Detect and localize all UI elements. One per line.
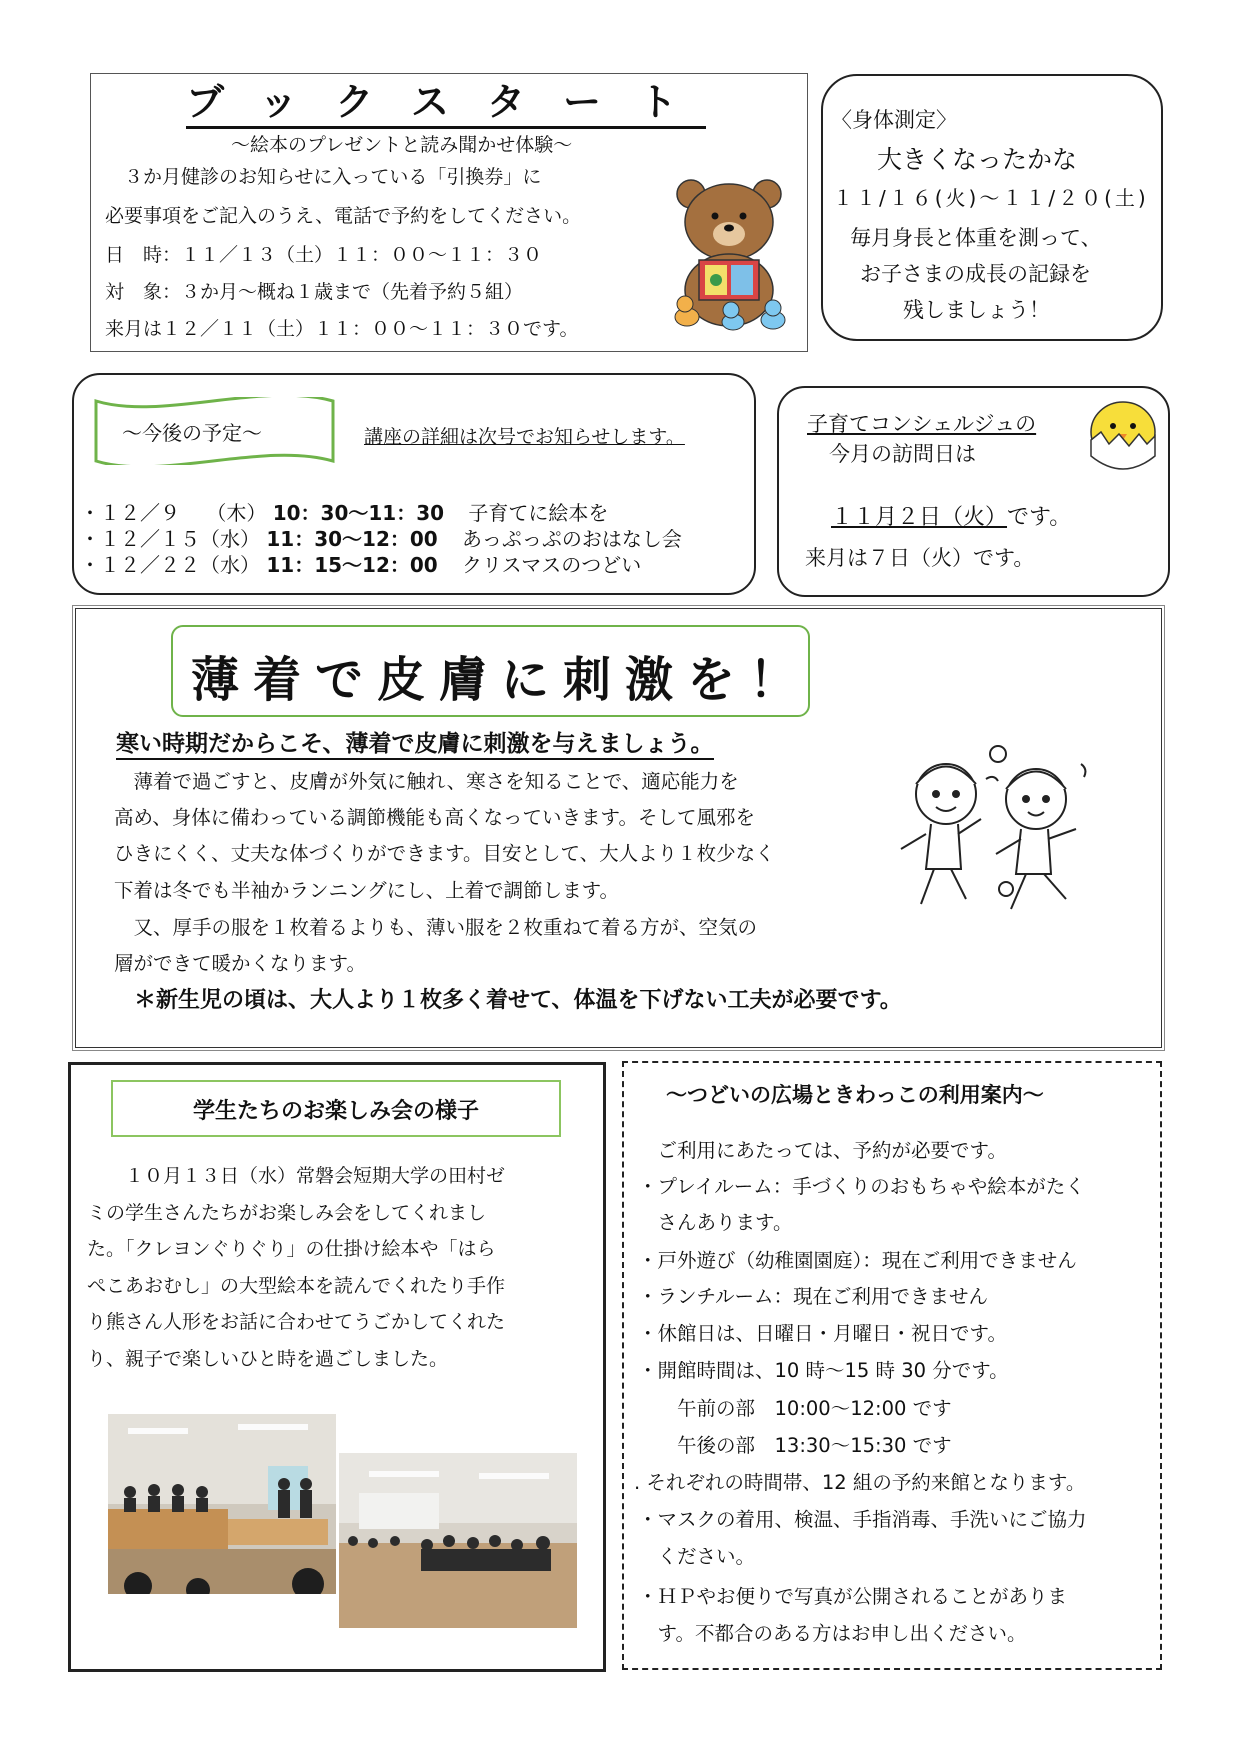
concierge-next: 来月は７日（火）です。 — [805, 546, 1035, 570]
thin-paragraph: 層ができて暖かくなります。 — [114, 952, 366, 975]
students-line: ミの学生さんたちがお楽しみ会をしてくれまし — [87, 1202, 487, 1224]
concierge-date-line — [831, 500, 1071, 531]
measurement-line: お子さまの成長の記録を — [860, 262, 1091, 286]
measurement-line: 毎月身長と体重を測って、 — [850, 226, 1102, 250]
tsudoi-line: さんあります。 — [638, 1211, 793, 1234]
concierge-date-suffix: です。 — [1007, 505, 1072, 530]
thin-clothes-section — [75, 608, 1162, 1048]
bookstart-line: 日 時：１１／１３（土）１１：００～１１：３０ — [105, 244, 543, 266]
tsudoi-title: ～つどいの広場ときわっこの利用案内～ — [666, 1083, 1044, 1107]
thin-title-frame — [171, 625, 810, 717]
bookstart-section — [90, 73, 808, 352]
thin-paragraph: 薄着で過ごすと、皮膚が外気に触れ、寒さを知ることで、適応能力を — [114, 770, 739, 793]
thin-paragraph: 下着は冬でも半袖かランニングにし、上着で調節します。 — [114, 879, 620, 902]
students-line: ぺこあおむし」の大型絵本を読んでくれたり手作 — [87, 1275, 506, 1297]
schedule-item — [80, 523, 682, 552]
students-title: 学生たちのお楽しみ会の様子 — [192, 1099, 479, 1124]
tsudoi-line: ・マスクの着用、検温、手指消毒、手洗いにご協力 — [638, 1508, 1087, 1531]
tsudoi-line: す。不都合のある方はお申し出ください。 — [638, 1622, 1027, 1645]
tsudoi-line: ・開館時間は、10 時～15 時 30 分です。 — [638, 1359, 1009, 1382]
schedule-time: 10：30～11：30 — [272, 501, 445, 525]
thin-paragraph: ひきにくく、丈夫な体づくりができます。目安として、大人より１枚少なく — [114, 842, 775, 865]
thin-lead: 寒い時期だからこそ、薄着で皮膚に刺激を与えましょう。 — [116, 725, 714, 760]
schedule-date: ・１２／２２（水） — [80, 553, 260, 577]
tsudoi-line: 午前の部 10:00～12:00 です — [638, 1397, 952, 1420]
tsudoi-line: ・ＨＰやお便りで写真が公開されることがありま — [638, 1585, 1068, 1608]
tsudoi-line: ご利用にあたっては、予約が必要です。 — [638, 1139, 1007, 1162]
students-line: り、親子で楽しいひと時を過ごしました。 — [87, 1348, 449, 1370]
tsudoi-line: . それぞれの時間帯、12 組の予約来館となります。 — [634, 1471, 1086, 1494]
tsudoi-line: ・ランチルーム：現在ご利用できません — [638, 1285, 989, 1308]
thin-paragraph: 又、厚手の服を１枚着るよりも、薄い服を２枚重ねて着る方が、空気の — [114, 916, 758, 939]
students-line: り熊さん人形をお話に合わせてうごかしてくれた — [87, 1311, 506, 1333]
concierge-line1: 子育てコンシェルジュの — [807, 412, 1037, 436]
thin-title: 薄着で皮膚に刺激を！ — [191, 652, 812, 708]
concierge-line2: 今月の訪問日は — [829, 442, 976, 466]
schedule-section — [72, 373, 756, 595]
running-children-icon — [886, 739, 1106, 919]
event-photo-room — [339, 1453, 577, 1628]
students-line: １０月１３日（水）常磐会短期大学の田村ゼ — [87, 1165, 506, 1187]
schedule-title: クリスマスのつどい — [462, 553, 642, 577]
bookstart-subtitle: ～絵本のプレゼントと読み聞かせ体験～ — [231, 134, 573, 156]
measurement-title: 大きくなったかな — [877, 145, 1078, 174]
thin-note: ＊新生児の頃は、大人より１枚多く着せて、体温を下げない工夫が必要です。 — [134, 988, 902, 1013]
students-title-frame — [111, 1080, 561, 1137]
measurement-dates: １１/１６(火)～１１/２０(土) — [833, 186, 1149, 210]
schedule-title: 子育てに絵本を — [468, 501, 609, 525]
thin-paragraph: 高め、身体に備わっている調節機能も高くなっていきます。そして風邪を — [114, 806, 755, 829]
chick-egg-icon — [1083, 390, 1163, 474]
schedule-note: 講座の詳細は次号でお知らせします。 — [364, 426, 685, 448]
tsudoi-line: ください。 — [638, 1545, 756, 1568]
concierge-date: １１月２日（火） — [831, 505, 1008, 530]
concierge-section — [777, 386, 1170, 597]
schedule-title: あっぷっぷのおはなし会 — [462, 527, 682, 551]
students-line: た。「クレヨンぐりぐり」の仕掛け絵本や「はら — [87, 1238, 496, 1260]
bear-reading-icon — [669, 172, 793, 332]
schedule-banner-label: ～今後の予定～ — [122, 421, 262, 445]
schedule-time: 11：15～12：00 — [266, 553, 438, 577]
bookstart-title: ブックスタート — [186, 80, 706, 129]
schedule-item — [80, 497, 608, 526]
bookstart-line: 来月は１２／１１（土）１１：００～１１：３０です。 — [105, 318, 579, 340]
measurement-section — [821, 74, 1163, 341]
tsudoi-line: ・休館日は、日曜日・月曜日・祝日です。 — [638, 1322, 1007, 1345]
students-section — [68, 1062, 606, 1672]
bookstart-line: ３か月健診のお知らせに入っている「引換券」に — [105, 166, 542, 188]
tsudoi-line: ・プレイルーム：手づくりのおもちゃや絵本がたく — [638, 1175, 1085, 1198]
schedule-item — [80, 549, 641, 578]
measurement-heading: 〈身体測定〉 — [831, 108, 957, 132]
tsudoi-line: ・戸外遊び（幼稚園園庭）：現在ご利用できません — [638, 1249, 1077, 1272]
bookstart-line: 対 象：３か月～概ね１歳まで（先着予約５組） — [105, 281, 524, 303]
event-photo-stage — [108, 1414, 336, 1594]
schedule-date: ・１２／１５（水） — [80, 527, 260, 551]
tsudoi-line: 午後の部 13:30～15:30 です — [638, 1434, 952, 1457]
schedule-date: ・１２／９ （木） — [80, 501, 267, 525]
schedule-time: 11：30～12：00 — [266, 527, 438, 551]
tsudoi-section — [622, 1061, 1162, 1670]
measurement-line: 残しましょう！ — [903, 298, 1050, 322]
bookstart-line: 必要事項をご記入のうえ、電話で予約をしてください。 — [105, 205, 582, 227]
